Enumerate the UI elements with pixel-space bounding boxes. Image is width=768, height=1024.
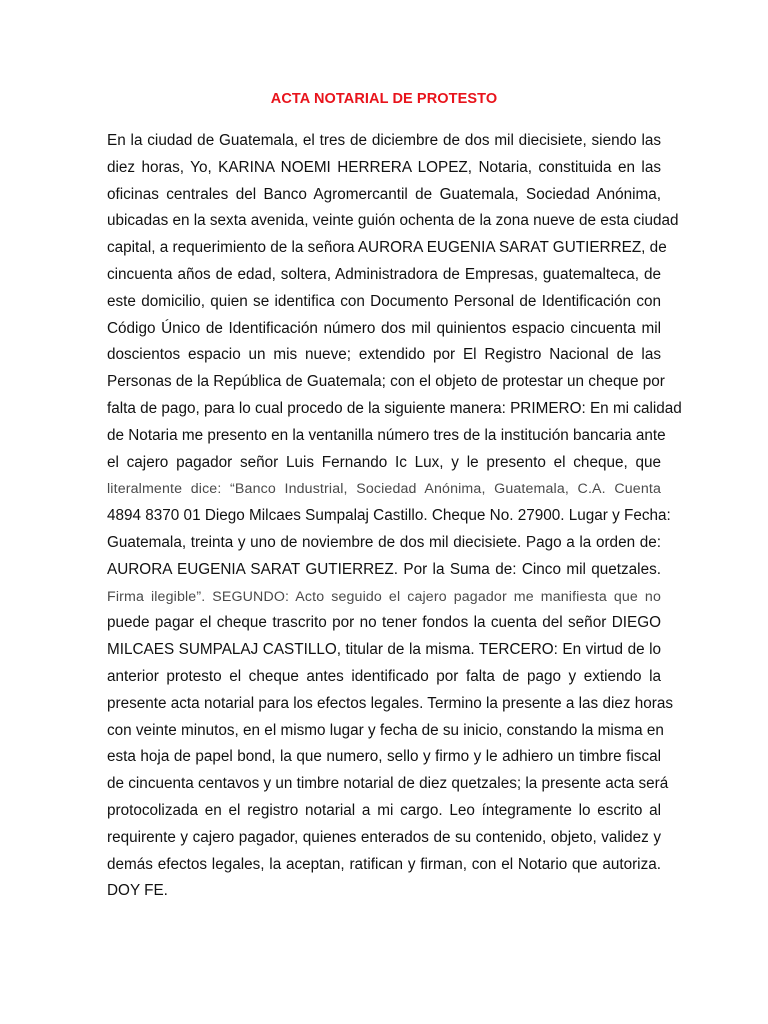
body-line: Código Único de Identificación número dos mil quinientos espacio cincuenta mil bbox=[107, 319, 661, 337]
body-line: Firma ilegible”. SEGUNDO: Acto seguido el cajero pagador me manifiesta que no bbox=[107, 588, 661, 605]
body-line: AURORA EUGENIA SARAT GUTIERREZ. Por la Suma de: Cinco mil quetzales. bbox=[107, 560, 661, 578]
body-line: Personas de la República de Guatemala; con el objeto de protestar un cheque por bbox=[107, 373, 665, 391]
body-line: de Notaria me presento en la ventanilla número tres de la institución bancaria ante bbox=[107, 426, 666, 444]
body-line: esta hoja de papel bond, la que numero, sello y firmo y le adhiero un timbre fiscal bbox=[107, 748, 661, 766]
body-line: diez horas, Yo, KARINA NOEMI HERRERA LOPEZ, Notaria, constituida en las bbox=[107, 158, 661, 176]
document-title: ACTA NOTARIAL DE PROTESTO bbox=[270, 91, 498, 107]
body-line: falta de pago, para lo cual procedo de la siguiente manera: PRIMERO: En mi calidad bbox=[107, 399, 682, 417]
body-line: doscientos espacio un mis nueve; extendido por El Registro Nacional de las bbox=[107, 346, 661, 364]
body-line: el cajero pagador señor Luis Fernando Ic Lux, y le presento el cheque, que bbox=[107, 453, 661, 471]
body-line: ubicadas en la sexta avenida, veinte guión ochenta de la zona nueve de esta ciudad bbox=[107, 212, 679, 230]
body-line: MILCAES SUMPALAJ CASTILLO, titular de la misma. TERCERO: En virtud de lo bbox=[107, 641, 661, 659]
body-line: cincuenta años de edad, soltera, Administradora de Empresas, guatemalteca, de bbox=[107, 265, 661, 283]
body-line: demás efectos legales, la aceptan, ratifican y firman, con el Notario que autoriza. bbox=[107, 855, 661, 873]
body-line: literalmente dice: “Banco Industrial, Sociedad Anónima, Guatemala, C.A. Cuenta bbox=[107, 481, 661, 498]
body-line: puede pagar el cheque trascrito por no tener fondos la cuenta del señor DIEGO bbox=[107, 614, 661, 632]
body-line: presente acta notarial para los efectos legales. Termino la presente a las diez horas bbox=[107, 694, 674, 712]
body-line: protocolizada en el registro notarial a mi cargo. Leo íntegramente lo escrito al bbox=[107, 801, 661, 819]
body-line: anterior protesto el cheque antes identificado por falta de pago y extiendo la bbox=[107, 667, 661, 685]
body-line: de cincuenta centavos y un timbre notarial de diez quetzales; la presente acta será bbox=[107, 775, 669, 793]
body-line: capital, a requerimiento de la señora AURORA EUGENIA SARAT GUTIERREZ, de bbox=[107, 239, 667, 257]
body-line: DOY FE. bbox=[107, 882, 168, 900]
document-body bbox=[107, 128, 682, 905]
body-line: En la ciudad de Guatemala, el tres de diciembre de dos mil diecisiete, siendo las bbox=[107, 132, 661, 149]
body-line: 4894 8370 01 Diego Milcaes Sumpalaj Castillo. Cheque No. 27900. Lugar y Fecha: bbox=[107, 507, 671, 525]
body-line: Guatemala, treinta y uno de noviembre de dos mil diecisiete. Pago a la orden de: bbox=[107, 533, 661, 551]
body-line: oficinas centrales del Banco Agromercantil de Guatemala, Sociedad Anónima, bbox=[107, 185, 661, 203]
body-line: con veinte minutos, en el mismo lugar y fecha de su inicio, constando la misma en bbox=[107, 721, 664, 739]
body-line: este domicilio, quien se identifica con Documento Personal de Identificación con bbox=[107, 292, 661, 310]
body-line: requirente y cajero pagador, quienes enterados de su contenido, objeto, validez y bbox=[107, 828, 661, 846]
